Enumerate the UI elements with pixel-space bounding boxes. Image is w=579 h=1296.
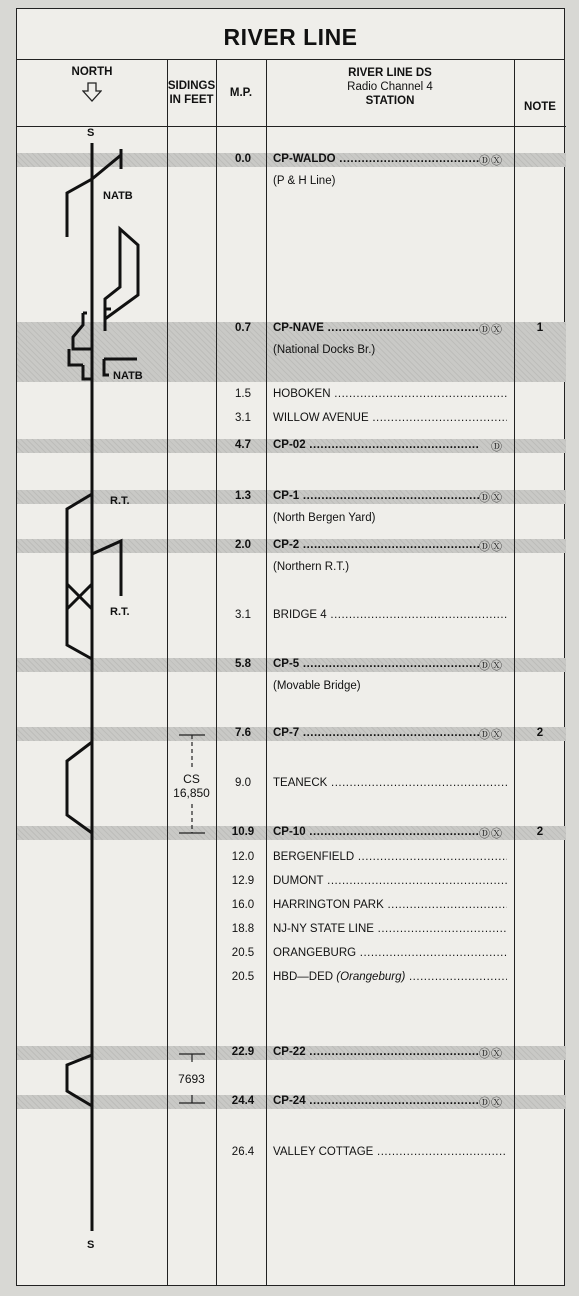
station-name: [273, 777, 507, 789]
station-name: [273, 539, 479, 551]
station-name-text: CP-7: [273, 727, 300, 739]
natb-label-upper: NATB: [103, 190, 133, 202]
mile-post: 4.7: [235, 439, 251, 451]
mile-post: 18.8: [231, 923, 255, 935]
natb-label-lower: NATB: [113, 370, 143, 382]
station-name: [273, 1095, 479, 1107]
station-name-text: HBD—DED: [273, 971, 334, 983]
station-name: [273, 609, 507, 621]
signal-symbols-icon: ⒹⓍ: [479, 155, 503, 167]
sidings-header-line2: IN FEET: [169, 94, 214, 106]
mile-post: 1.5: [235, 388, 251, 400]
station-subtitle: (Movable Bridge): [273, 680, 361, 692]
siding-marks: [167, 9, 217, 1287]
station-name-text: CP-NAVE: [273, 322, 324, 334]
station-name: [273, 851, 507, 863]
station-name: [273, 1146, 507, 1158]
station-name-text: CP-WALDO: [273, 153, 336, 165]
station-name: [273, 875, 507, 887]
mile-post: 22.9: [231, 1046, 255, 1058]
station-subtitle: (North Bergen Yard): [273, 512, 376, 524]
mile-post: 26.4: [231, 1146, 255, 1158]
station-name: [273, 1046, 479, 1058]
station-name: [273, 727, 479, 739]
station-name: [273, 923, 507, 935]
mile-post: 0.0: [235, 153, 251, 165]
cp22-siding-length: 7693: [178, 1072, 205, 1086]
station-subtitle: (Northern R.T.): [273, 561, 350, 573]
mile-post: 3.1: [235, 412, 251, 424]
station-name-text: CP-2: [273, 539, 300, 551]
signal-symbols-icon: ⒹⓍ: [479, 828, 503, 840]
column-divider: [266, 59, 267, 1285]
mile-post: 1.3: [235, 490, 251, 502]
station-name-text: CP-24: [273, 1095, 306, 1107]
mile-post: 12.0: [231, 851, 255, 863]
track-diagram: [17, 9, 167, 1287]
column-divider: [514, 59, 515, 1285]
station-name-text: VALLEY COTTAGE: [273, 1146, 374, 1158]
mile-post: 0.7: [235, 322, 251, 334]
signal-symbols-icon: ⒹⓍ: [479, 1097, 503, 1109]
station-name-text: TEANECK: [273, 777, 328, 789]
mile-post: 12.9: [231, 875, 255, 887]
north-label: NORTH: [71, 66, 113, 78]
header-mp: [216, 59, 266, 127]
station-name: [273, 826, 479, 838]
station-header-line1: RIVER LINE DS: [348, 67, 432, 79]
south-label-bottom: S: [87, 1239, 95, 1251]
station-name-text: ORANGEBURG: [273, 947, 357, 959]
station-name-text: WILLOW AVENUE: [273, 412, 369, 424]
rt-label-lower: R.T.: [110, 606, 130, 618]
station-name: [273, 322, 479, 334]
signal-symbols-icon: ⒹⓍ: [479, 1048, 503, 1060]
station-name: [273, 658, 479, 670]
sidings-header-line1: SIDINGS: [167, 80, 216, 92]
signal-symbols-icon: Ⓓ: [491, 441, 503, 453]
station-subtitle: (P & H Line): [273, 175, 336, 187]
page-title: RIVER LINE: [17, 9, 564, 60]
station-name-text: NJ-NY STATE LINE: [273, 923, 374, 935]
station-name: [273, 153, 479, 165]
station-subtitle: (National Docks Br.): [273, 344, 376, 356]
station-name-italic: (Orangeburg): [333, 971, 406, 983]
station-name: [273, 971, 507, 983]
cs-siding-length: 16,850: [173, 786, 210, 800]
station-header-line3: STATION: [365, 95, 415, 107]
station-name-text: BRIDGE 4: [273, 609, 327, 621]
mp-header: M.P.: [229, 87, 253, 99]
mile-post: 16.0: [231, 899, 255, 911]
cs-siding-label: CS: [183, 772, 200, 786]
mile-post: 20.5: [231, 971, 255, 983]
signal-symbols-icon: ⒹⓍ: [479, 492, 503, 504]
mile-post: 2.0: [235, 539, 251, 551]
signal-symbols-icon: ⒹⓍ: [479, 660, 503, 672]
header-station: [266, 59, 514, 127]
mile-post: 5.8: [235, 658, 251, 670]
station-name: [273, 439, 479, 451]
note-number: 2: [536, 826, 544, 838]
signal-symbols-icon: ⒹⓍ: [479, 541, 503, 553]
station-name-text: CP-5: [273, 658, 300, 670]
mile-post: 24.4: [231, 1095, 255, 1107]
note-header: NOTE: [524, 101, 556, 113]
station-name: [273, 412, 507, 424]
header-note: [514, 59, 566, 127]
station-name-text: DUMONT: [273, 875, 324, 887]
station-name-text: CP-10: [273, 826, 306, 838]
mile-post: 7.6: [235, 727, 251, 739]
station-name-text: CP-02: [273, 439, 306, 451]
station-name: [273, 899, 507, 911]
signal-symbols-icon: ⒹⓍ: [479, 729, 503, 741]
mile-post: 20.5: [231, 947, 255, 959]
timetable-sheet: [16, 8, 565, 1286]
station-name-text: HARRINGTON PARK: [273, 899, 384, 911]
station-name-text: BERGENFIELD: [273, 851, 355, 863]
mile-post: 3.1: [235, 609, 251, 621]
note-number: 1: [536, 322, 544, 334]
station-name: [273, 490, 479, 502]
mile-post: 10.9: [231, 826, 255, 838]
mile-post: 9.0: [235, 777, 251, 789]
south-label-top: S: [87, 127, 95, 139]
station-name-text: CP-1: [273, 490, 300, 502]
station-name-text: HOBOKEN: [273, 388, 331, 400]
station-name: [273, 388, 507, 400]
station-header-line2: Radio Channel 4: [347, 81, 433, 93]
note-number: 2: [536, 727, 544, 739]
station-name-text: CP-22: [273, 1046, 306, 1058]
rt-label-upper: R.T.: [110, 495, 130, 507]
signal-symbols-icon: ⒹⓍ: [479, 324, 503, 336]
station-name: [273, 947, 507, 959]
